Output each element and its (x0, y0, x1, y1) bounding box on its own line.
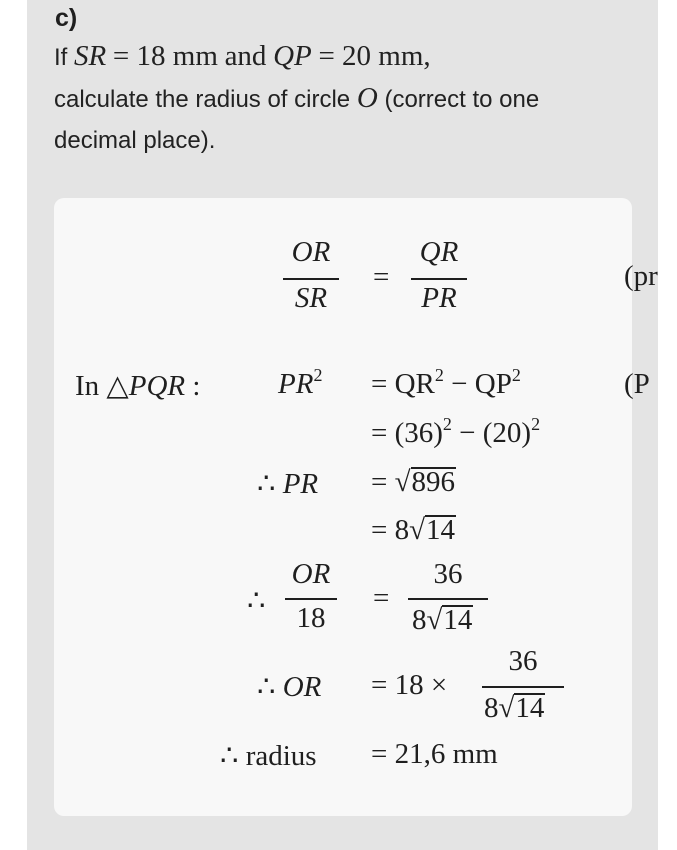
ratio-numerator-qr: QR (419, 236, 459, 268)
radius-line-lhs: ∴ radius (220, 740, 317, 772)
fraction-bar (283, 278, 339, 280)
ratio-denominator-sr: SR (294, 282, 328, 314)
pr-line-rhs: = √896 (371, 466, 456, 498)
equals-sign: = (373, 261, 390, 293)
simplified-root: = 8√14 (371, 514, 456, 546)
question-label: c) (55, 4, 78, 32)
pr-line-lhs: ∴ PR (257, 468, 319, 500)
question-line-3: decimal place). (54, 127, 216, 154)
thirty-six-numerator: 36 (433, 558, 463, 590)
therefore-symbol: ∴ (247, 585, 266, 617)
pythagoras-rhs: = $QR^2 - QP^2$ (371, 365, 521, 400)
question-text (54, 36, 634, 161)
radius-answer: = 21,6 mm (371, 738, 498, 770)
reason-text-cutoff: (pr (624, 260, 658, 292)
fraction-bar (482, 686, 564, 688)
ratio-numerator-or: OR (291, 236, 331, 268)
eighteen-denominator: 18 (296, 602, 326, 634)
solution-card (54, 198, 658, 816)
page-background (27, 0, 658, 850)
or-line-multiply: = 18 × (371, 669, 448, 701)
question-line-2: calculate the radius of circle O (correct to one (54, 82, 540, 114)
or-numerator: OR (291, 558, 331, 590)
triangle-prefix: In △PQR : (75, 370, 201, 402)
root-denominator: 8√14 (484, 692, 545, 724)
ratio-denominator-pr: PR (421, 282, 457, 314)
reason-text-cutoff: (P (624, 368, 650, 400)
equals-sign: = (373, 582, 390, 614)
root-denominator: 8√14 (412, 604, 473, 636)
substitution-line: = $(36)^2 - (20)^2$ (371, 414, 541, 449)
or-line-lhs: ∴ OR (257, 671, 322, 703)
fraction-bar (285, 598, 337, 600)
fraction-bar (411, 278, 467, 280)
thirty-six-numerator: 36 (508, 645, 538, 677)
fraction-bar (408, 598, 488, 600)
pythagoras-lhs: $PR^2$ (278, 365, 323, 400)
question-line-1: If SR = 18 mm and QP = 20 mm, (54, 40, 431, 72)
